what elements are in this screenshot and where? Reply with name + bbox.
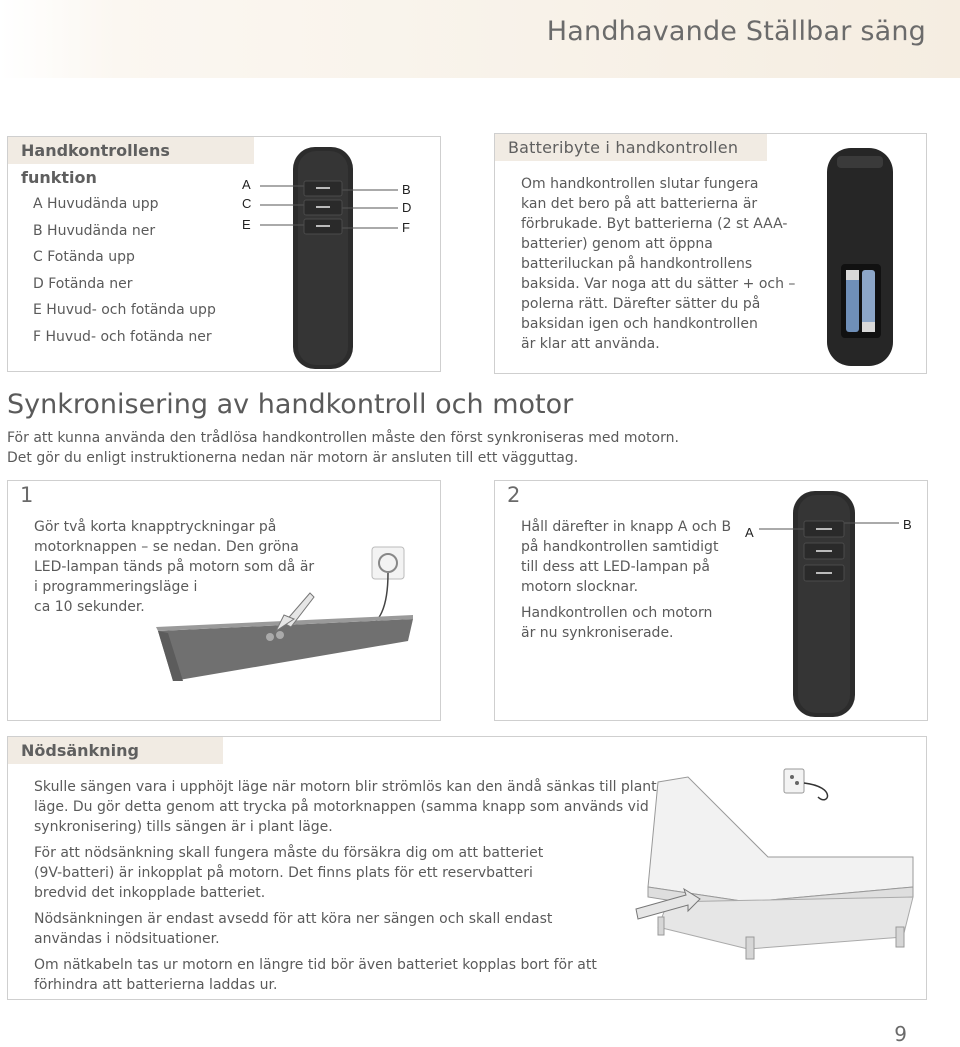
sync-description [7, 428, 907, 468]
battery-box [494, 133, 927, 374]
step1-line: i programmeringsläge i [34, 579, 198, 595]
step1-number: 1 [20, 483, 34, 507]
motor-illustration [8, 481, 442, 722]
battery-line: är klar att använda. [521, 336, 660, 352]
step2-box [494, 480, 928, 721]
step2-line: Handkontrollen och motorn [521, 605, 713, 621]
step2-label-a: A [745, 525, 754, 540]
sync-desc-line: Det gör du enligt instruktionerna nedan när motorn är ansluten till ett vägguttag. [7, 450, 579, 466]
battery-line: kan det bero på att batterierna är [521, 196, 758, 212]
step2-line: motorn slocknar. [521, 579, 639, 595]
battery-box-header: Batteribyte i handkontrollen [495, 134, 767, 161]
emergency-box-header: Nödsänkning [8, 737, 223, 764]
sync-title: Synkronisering av handkontroll och motor [7, 389, 574, 420]
battery-line: polerna rätt. Därefter sätter du på [521, 296, 761, 312]
remote-label-d: D [402, 200, 412, 215]
step2-number: 2 [507, 483, 521, 507]
remote-label-e: E [242, 217, 251, 232]
function-item-d: D Fotända ner [33, 275, 133, 292]
function-box [7, 136, 441, 372]
remote-label-b: B [402, 182, 411, 197]
step2-label-b: B [903, 517, 912, 532]
function-item-a: A Huvudända upp [33, 196, 159, 212]
step1-line: ca 10 sekunder. [34, 599, 145, 615]
emergency-line: Om nätkabeln tas ur motorn en längre tid bör även batteriet kopplas bort för att [34, 957, 597, 973]
remote-control-illustration [8, 137, 442, 373]
battery-line: batteriluckan på handkontrollens [521, 256, 753, 272]
emergency-line: Nödsänkningen är endast avsedd för att köra ner sängen och skall endast [34, 911, 553, 927]
emergency-line: bredvid det inkopplade batteriet. [34, 885, 266, 901]
sync-desc-line: För att kunna använda den trådlösa handkontrollen måste den först synkroniseras med motorn. [7, 430, 679, 446]
step2-line: är nu synkroniserade. [521, 625, 674, 641]
battery-line: batterier) genom att öppna [521, 236, 713, 252]
step1-box [7, 480, 441, 721]
step1-line: motorknappen – se nedan. Den gröna [34, 539, 299, 555]
bed-illustration [8, 737, 928, 1001]
function-item-e: E Huvud- och fotända upp [33, 302, 216, 318]
page-number: 9 [894, 1022, 907, 1046]
emergency-line: För att nödsänkning skall fungera måste du försäkra dig om att batteriet [34, 845, 544, 861]
emergency-line: läge. Du gör detta genom att trycka på motorknappen (samma knapp som används vid [34, 799, 649, 815]
remote-label-a: A [242, 177, 251, 192]
emergency-line: (9V-batteri) är inkopplat på motorn. Det finns plats för ett reservbatteri [34, 865, 533, 881]
remote-battery-illustration [495, 134, 928, 375]
battery-line: förbrukade. Byt batterierna (2 st AAA- [521, 216, 788, 232]
emergency-box [7, 736, 927, 1000]
step1-line: Gör två korta knapptryckningar på [34, 519, 277, 535]
battery-line: baksidan igen och handkontrollen [521, 316, 758, 332]
function-item-f: F Huvud- och fotända ner [33, 328, 212, 345]
step2-line: på handkontrollen samtidigt [521, 539, 719, 555]
function-item-b: B Huvudända ner [33, 222, 156, 239]
function-item-c: C Fotända upp [33, 249, 135, 265]
function-box-header: Handkontrollens funktion [8, 137, 254, 164]
battery-line: Om handkontrollen slutar fungera [521, 176, 759, 192]
emergency-line: användas i nödsituationer. [34, 931, 220, 947]
step2-line: Håll därefter in knapp A och B [521, 519, 732, 535]
emergency-line: synkronisering) tills sängen är i plant läge. [34, 819, 333, 835]
step2-line: till dess att LED-lampan på [521, 559, 710, 575]
emergency-line: förhindra att batterierna laddas ur. [34, 977, 278, 993]
step2-remote-illustration [495, 481, 929, 722]
remote-label-c: C [242, 196, 252, 211]
page-title: Handhavande Ställbar säng [546, 16, 926, 47]
remote-label-f: F [402, 220, 410, 235]
emergency-line: Skulle sängen vara i upphöjt läge när motorn blir strömlös kan den ändå sänkas till plant [34, 779, 657, 795]
step1-line: LED-lampan tänds på motorn som då är [34, 559, 315, 575]
battery-line: baksida. Var noga att du sätter + och – [521, 276, 796, 292]
